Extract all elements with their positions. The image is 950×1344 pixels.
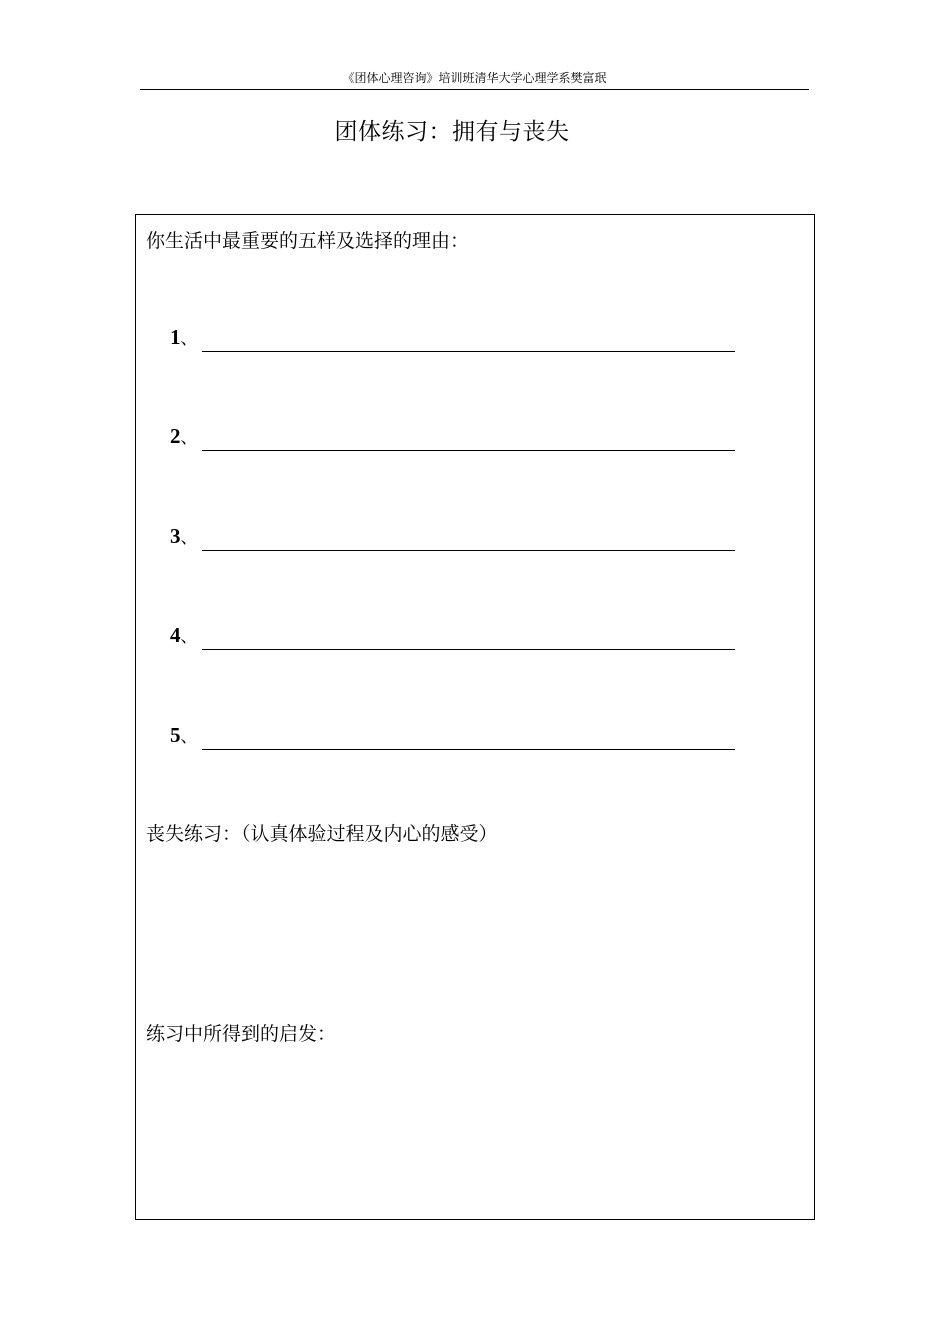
answer-line-4[interactable] [202,649,735,650]
running-header: 《团体心理咨询》培训班清华大学心理学系樊富珉 [140,70,809,90]
section-important-five-label: 你生活中最重要的五样及选择的理由： [146,230,470,252]
item-number: 4、 [170,623,198,647]
answer-line-5[interactable] [202,749,735,750]
list-item-2 [170,421,735,451]
document-title: 团体练习：拥有与丧失 [334,119,570,145]
item-number: 5、 [170,723,198,747]
section-loss-exercise-label: 丧失练习：（认真体验过程及内心的感受） [146,823,498,845]
answer-line-1[interactable] [202,351,735,352]
list-item-3 [170,521,735,551]
list-item-5 [170,720,735,750]
answer-line-3[interactable] [202,550,735,551]
answer-line-2[interactable] [202,450,735,451]
item-number: 2、 [170,424,198,448]
list-item-1 [170,322,735,352]
item-number: 3、 [170,524,198,548]
list-item-4 [170,620,735,650]
section-insight-label: 练习中所得到的启发： [146,1023,337,1045]
item-number: 1、 [170,325,198,349]
form-box [135,214,815,1220]
